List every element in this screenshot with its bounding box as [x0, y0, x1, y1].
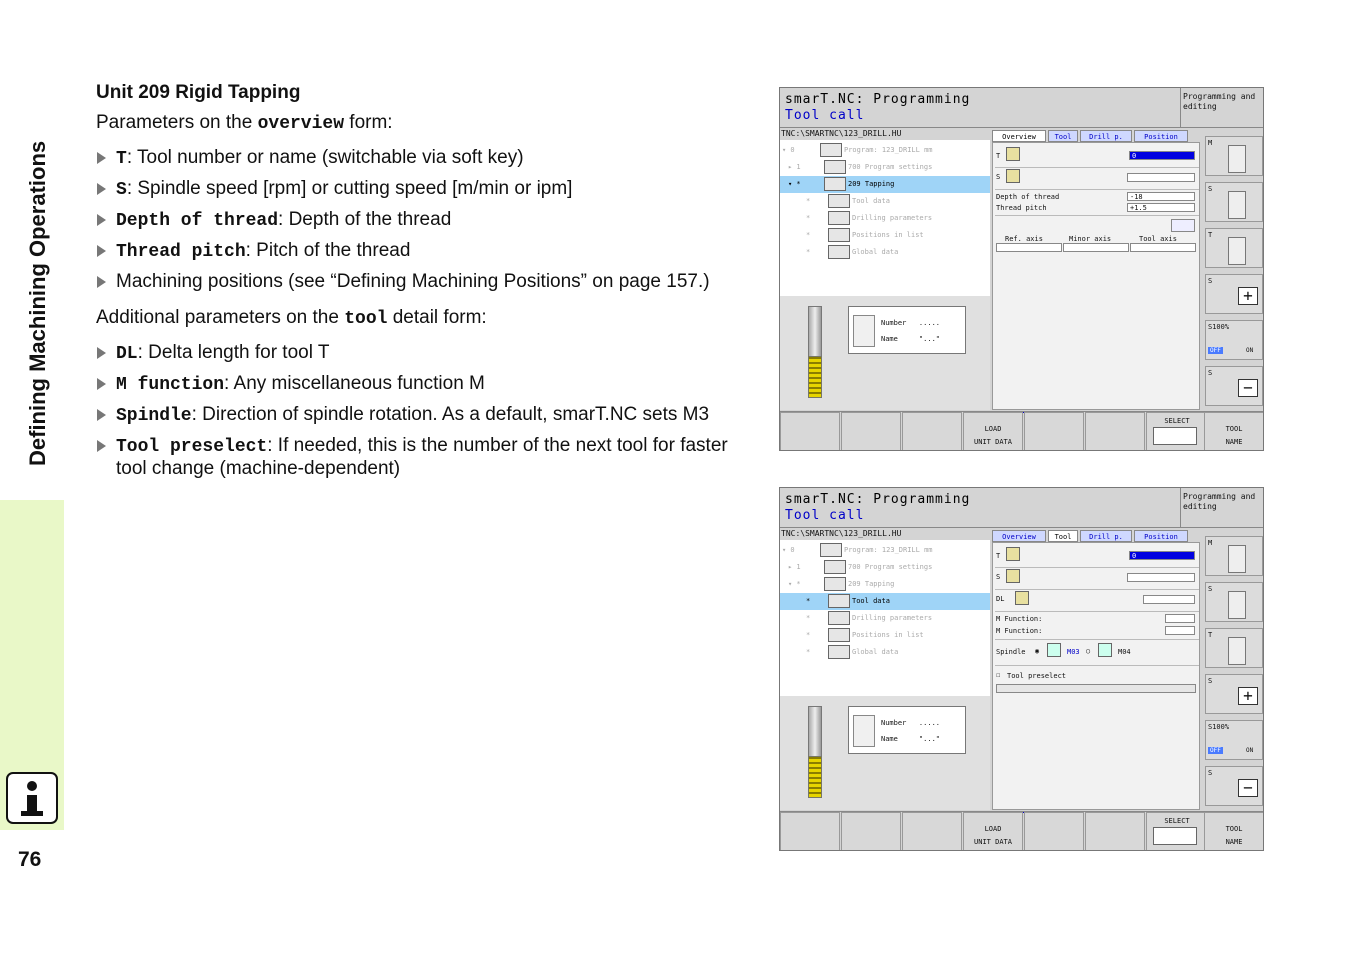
softkey-m[interactable]: M [1205, 536, 1263, 576]
m-function-label: M Function: [996, 627, 1043, 635]
tree-item[interactable]: * Positions in list [780, 227, 990, 244]
dl-label: DL [996, 595, 1005, 603]
select-tool-icon [1153, 827, 1197, 845]
t-input[interactable]: 0 [1129, 551, 1195, 560]
softkey-empty[interactable] [780, 812, 840, 851]
bullet-arrow-icon [97, 152, 106, 164]
list-item: T: Tool number or name (switchable via soft key) [96, 147, 756, 170]
tool-icon [828, 594, 850, 608]
program-icon [820, 143, 842, 157]
tool-axis-label: Tool axis [1139, 235, 1177, 243]
tree-item[interactable]: ▾ 0 Program: 123_DRILL mm [780, 542, 990, 559]
softkey-empty[interactable] [1024, 412, 1084, 451]
s-label: S [996, 573, 1001, 581]
softkey-empty[interactable] [1024, 812, 1084, 851]
overview-form [992, 142, 1200, 410]
machine-icon [1228, 545, 1246, 573]
bullet-arrow-icon [97, 409, 106, 421]
softkey-empty[interactable] [902, 412, 962, 451]
tree-item[interactable]: * Drilling parameters [780, 210, 990, 227]
s-input[interactable] [1127, 173, 1195, 182]
bottom-softkeys [780, 411, 1264, 451]
m-function-label: M Function: [996, 615, 1043, 623]
load-unit-data-softkey[interactable]: LOAD UNIT DATA [963, 812, 1023, 851]
tool-icon [1006, 147, 1020, 161]
radio-selected-icon: ◉ [1035, 647, 1040, 655]
positions-icon [828, 628, 850, 642]
list-item: Machining positions (see “Defining Machining Positions” on page 157.) [96, 271, 756, 293]
bullet-arrow-icon [97, 347, 106, 359]
tool-name-softkey[interactable]: TOOL NAME [1204, 412, 1264, 451]
overview-intro: Parameters on the overview form: [96, 112, 393, 134]
softkey-s100[interactable]: S100% OFF ON [1205, 720, 1263, 760]
s-input[interactable] [1127, 573, 1195, 582]
tree-item[interactable]: * Positions in list [780, 627, 990, 644]
softkey-s100[interactable]: S100% OFF ON [1205, 320, 1263, 360]
radio-icon: ○ [1086, 647, 1091, 655]
tree-item[interactable]: * Tool data [780, 193, 990, 210]
list-item: Tool preselect: If needed, this is the number of the next tool for faster tool change (machine-dependent) [96, 435, 756, 480]
spindle-icon [1006, 169, 1020, 183]
section-heading: Unit 209 Rigid Tapping [96, 82, 301, 103]
settings-icon [824, 160, 846, 174]
tab-position[interactable]: Position [1134, 130, 1188, 142]
list-item: Spindle: Direction of spindle rotation. As a default, smarT.NC sets M3 [96, 404, 756, 427]
list-item: S: Spindle speed [rpm] or cutting speed [m/min or ipm] [96, 178, 756, 201]
file-path: TNC:\SMARTNC\123_DRILL.HU [781, 529, 902, 538]
tree-item[interactable]: ▸ 1 700 Program settings [780, 159, 990, 176]
tool-preview [780, 696, 990, 810]
tab-tool[interactable]: Tool [1048, 130, 1078, 142]
text-column [96, 82, 756, 494]
drilling-icon [828, 211, 850, 225]
tree-item[interactable]: * Global data [780, 644, 990, 661]
softkey-t[interactable]: T [1205, 628, 1263, 668]
tree-item[interactable]: * Drilling parameters [780, 610, 990, 627]
vertical-softkeys [1203, 130, 1264, 410]
chapter-title-vertical: Defining Machining Operations [25, 140, 50, 466]
softkey-empty[interactable] [841, 812, 901, 851]
tool-icon [828, 194, 850, 208]
dl-input[interactable] [1143, 595, 1195, 604]
softkey-m[interactable]: M [1205, 136, 1263, 176]
pitch-label: Thread pitch [996, 204, 1047, 212]
tree-item[interactable]: ▾ 0 Program: 123_DRILL mm [780, 142, 990, 159]
tab-drill-p[interactable]: Drill p. [1080, 530, 1132, 542]
minus-icon: − [1238, 779, 1258, 797]
softkey-s-plus[interactable]: S + [1205, 274, 1263, 314]
form-tabs [992, 530, 1202, 542]
screenshot-overview-form [779, 87, 1264, 451]
m-function-input[interactable] [1165, 614, 1195, 623]
tool-change-icon [1228, 237, 1246, 265]
pitch-input[interactable]: +1.5 [1127, 203, 1195, 212]
tool-info-box: Number ..... Name "..." [848, 306, 966, 354]
bullet-arrow-icon [97, 378, 106, 390]
bullet-arrow-icon [97, 214, 106, 226]
depth-label: Depth of thread [996, 193, 1060, 201]
tool-icon [853, 715, 875, 747]
tab-tool[interactable]: Tool [1048, 530, 1078, 542]
info-icon [6, 772, 58, 824]
ref-axis-input[interactable] [996, 243, 1062, 252]
list-item: Thread pitch: Pitch of the thread [96, 240, 756, 263]
file-path: TNC:\SMARTNC\123_DRILL.HU [781, 129, 902, 138]
tapping-icon [824, 177, 846, 191]
tapping-icon [824, 577, 846, 591]
spindle-icon [1006, 569, 1020, 583]
machine-icon [1228, 145, 1246, 173]
m04-option[interactable]: M04 [1118, 648, 1131, 656]
program-tree [780, 540, 990, 696]
settings-icon [824, 560, 846, 574]
softkey-empty[interactable] [780, 412, 840, 451]
list-item: Depth of thread: Depth of the thread [96, 209, 756, 232]
t-input[interactable]: 0 [1129, 151, 1195, 160]
softkey-t[interactable]: T [1205, 228, 1263, 268]
plus-icon: + [1238, 687, 1258, 705]
checkbox-icon[interactable]: ☐ [996, 671, 1001, 679]
spindle-icon [1228, 591, 1246, 619]
select-softkey[interactable]: SELECT [1146, 812, 1206, 851]
softkey-empty[interactable] [1085, 412, 1145, 451]
bottom-softkeys [780, 811, 1264, 851]
vertical-softkeys [1203, 530, 1264, 810]
screenshot-tool-form [779, 487, 1264, 851]
softkey-s[interactable]: S [1205, 182, 1263, 222]
list-item: DL: Delta length for tool T [96, 342, 756, 365]
page-number: 76 [18, 848, 42, 871]
positions-icon [828, 228, 850, 242]
tool-form [992, 542, 1200, 810]
bullet-arrow-icon [97, 276, 106, 288]
screen-header: smarT.NC: Programming Tool call [780, 488, 1180, 528]
softkey-empty[interactable] [1085, 812, 1145, 851]
tab-position[interactable]: Position [1134, 530, 1188, 542]
tool-intro: Additional parameters on the tool detail form: [96, 307, 487, 329]
softkey-s-minus[interactable]: S − [1205, 766, 1263, 806]
minor-axis-input[interactable] [1063, 243, 1129, 252]
m-function-input[interactable] [1165, 626, 1195, 635]
plus-icon: + [1238, 287, 1258, 305]
axis-icon[interactable] [1171, 219, 1195, 232]
tool-change-icon [1228, 637, 1246, 665]
program-tree [780, 140, 990, 296]
mode-label: Programming and editing [1180, 488, 1264, 528]
load-unit-data-softkey[interactable]: LOAD UNIT DATA [963, 412, 1023, 451]
softkey-empty[interactable] [902, 812, 962, 851]
spindle-label: Spindle [996, 648, 1026, 656]
spindle-icon [1228, 191, 1246, 219]
softkey-empty[interactable] [841, 412, 901, 451]
select-softkey[interactable]: SELECT [1146, 412, 1206, 451]
drilling-icon [828, 611, 850, 625]
s-label: S [996, 173, 1001, 181]
ref-axis-label: Ref. axis [1005, 235, 1043, 243]
spindle-ccw-icon [1098, 643, 1112, 657]
bullet-arrow-icon [97, 245, 106, 257]
tool-axis-input[interactable] [1130, 243, 1196, 252]
mode-label: Programming and editing [1180, 88, 1264, 128]
t-label: T [996, 152, 1001, 160]
tool-icon [1006, 547, 1020, 561]
softkey-s[interactable]: S [1205, 582, 1263, 622]
overview-parameter-list [96, 147, 756, 293]
t-label: T [996, 552, 1001, 560]
select-tool-icon [1153, 427, 1197, 445]
delta-length-icon [1015, 591, 1029, 605]
tab-overview[interactable]: Overview [992, 530, 1046, 542]
bullet-arrow-icon [97, 440, 106, 452]
tool-preview [780, 296, 990, 410]
tool-parameter-list [96, 342, 756, 480]
tab-drill-p[interactable]: Drill p. [1080, 130, 1132, 142]
tab-overview[interactable]: Overview [992, 130, 1046, 142]
screen-header: smarT.NC: Programming Tool call [780, 88, 1180, 128]
tree-item[interactable]: * Global data [780, 244, 990, 261]
bullet-arrow-icon [97, 183, 106, 195]
form-tabs [992, 130, 1202, 142]
program-icon [820, 543, 842, 557]
tool-preselect-input[interactable] [996, 684, 1196, 693]
spindle-cw-icon [1047, 643, 1061, 657]
globe-icon [828, 245, 850, 259]
tool-name-softkey[interactable]: TOOL NAME [1204, 812, 1264, 851]
tool-icon [853, 315, 875, 347]
list-item: M function: Any miscellaneous function M [96, 373, 756, 396]
minor-axis-label: Minor axis [1069, 235, 1112, 243]
tree-item-selected[interactable]: * Tool data [780, 593, 990, 610]
softkey-s-minus[interactable]: S − [1205, 366, 1263, 406]
softkey-s-plus[interactable]: S + [1205, 674, 1263, 714]
tree-item[interactable]: ▾ * 209 Tapping [780, 576, 990, 593]
minus-icon: − [1238, 379, 1258, 397]
m03-option[interactable]: M03 [1067, 648, 1080, 656]
tree-item-selected[interactable]: ▾ * 209 Tapping [780, 176, 990, 193]
globe-icon [828, 645, 850, 659]
tool-info-box: Number ..... Name "..." [848, 706, 966, 754]
depth-input[interactable]: -18 [1127, 192, 1195, 201]
tool-preselect-label: Tool preselect [1007, 672, 1067, 680]
tree-item[interactable]: ▸ 1 700 Program settings [780, 559, 990, 576]
